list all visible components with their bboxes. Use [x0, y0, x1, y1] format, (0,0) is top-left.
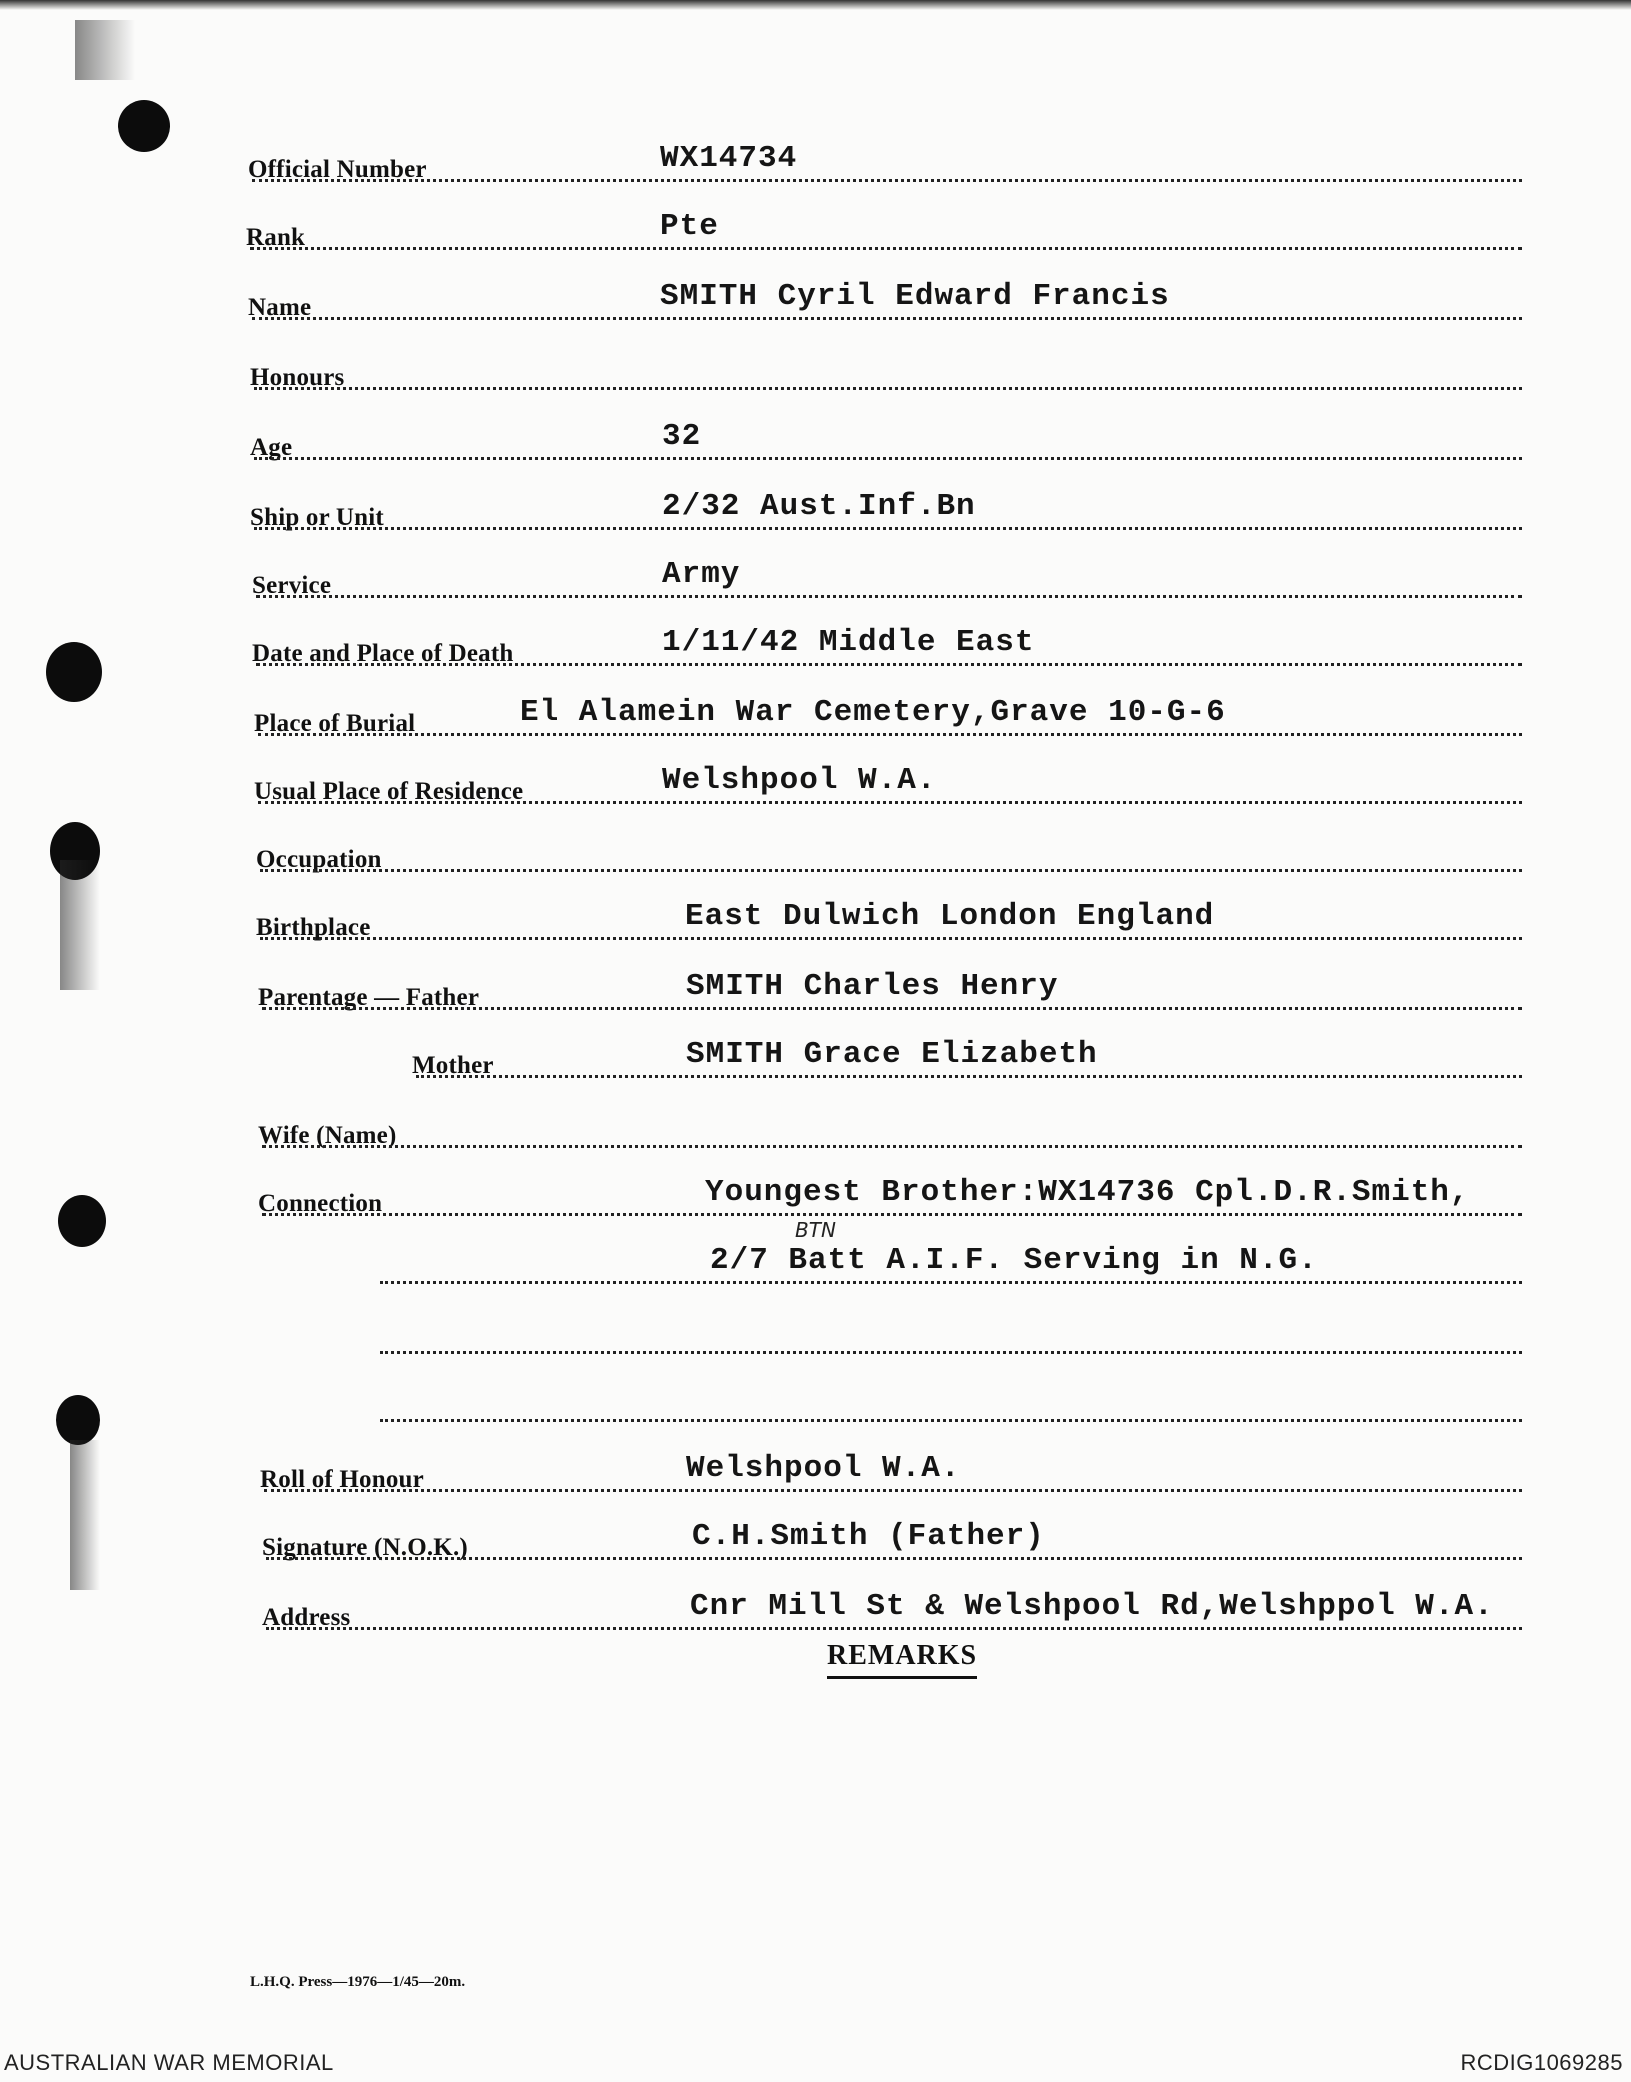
scan-smudge-3	[75, 20, 135, 80]
form-row	[0, 1380, 1631, 1430]
dotted-fill-line	[262, 1145, 1522, 1148]
field-label: Rank	[246, 224, 306, 251]
form-row	[0, 624, 1631, 674]
field-value: SMITH Cyril Edward Francis	[660, 279, 1170, 314]
form-row	[0, 1588, 1631, 1638]
field-label: Address	[262, 1604, 351, 1631]
field-value: El Alamein War Cemetery,Grave 10-G-6	[520, 695, 1226, 730]
dotted-fill-line	[254, 457, 1522, 460]
field-value: 2/32 Aust.Inf.Bn	[662, 489, 976, 524]
form-row	[0, 278, 1631, 328]
dotted-fill-line	[250, 247, 1522, 250]
form-row	[0, 1106, 1631, 1156]
field-value: Welshpool W.A.	[686, 1451, 961, 1486]
dotted-fill-line	[260, 869, 1522, 872]
form-row	[0, 418, 1631, 468]
dotted-fill-line	[262, 1213, 1522, 1216]
field-label: Roll of Honour	[260, 1466, 424, 1493]
field-label: Ship or Unit	[250, 504, 384, 531]
form-row	[0, 694, 1631, 744]
footer-reference: RCDIG1069285	[1460, 2050, 1623, 2075]
field-label: Place of Burial	[254, 710, 416, 737]
dotted-fill-line	[258, 733, 1522, 736]
dotted-fill-line	[260, 937, 1522, 940]
field-value: 32	[662, 419, 702, 454]
form-row	[0, 1036, 1631, 1086]
field-value: Welshpool W.A.	[662, 763, 937, 798]
dotted-fill-line	[252, 317, 1522, 320]
field-label: Occupation	[256, 846, 382, 873]
field-value: 2/7 Batt A.I.F. Serving in N.G.	[710, 1243, 1318, 1278]
field-value: 1/11/42 Middle East	[662, 625, 1035, 660]
field-value: WX14734	[660, 141, 798, 176]
form-row	[0, 1174, 1631, 1224]
dotted-fill-line	[252, 179, 1522, 182]
dotted-fill-line	[254, 387, 1522, 390]
form-row	[0, 830, 1631, 880]
dotted-fill-line	[262, 1007, 1522, 1010]
dotted-fill-line	[258, 801, 1522, 804]
form-row	[0, 968, 1631, 1018]
field-label: Wife (Name)	[258, 1122, 397, 1149]
field-value: Cnr Mill St & Welshpool Rd,Welshppol W.A.	[690, 1589, 1494, 1624]
field-label: Connection	[258, 1190, 383, 1217]
field-label: Official Number	[248, 156, 427, 183]
dotted-fill-line	[266, 1627, 1522, 1630]
field-label: Date and Place of Death	[252, 640, 514, 667]
form-row	[0, 1312, 1631, 1362]
printer-imprint: L.H.Q. Press—1976—1/45—20m.	[250, 1974, 466, 1990]
field-label: Honours	[250, 364, 345, 391]
field-label: Service	[252, 572, 332, 599]
field-label: Signature (N.O.K.)	[262, 1534, 468, 1561]
field-label: Birthplace	[256, 914, 371, 941]
field-value: SMITH Charles Henry	[686, 969, 1059, 1004]
dotted-fill-line	[256, 663, 1522, 666]
dotted-fill-line	[380, 1419, 1522, 1422]
field-value: C.H.Smith (Father)	[692, 1519, 1045, 1554]
dotted-fill-line	[256, 595, 1522, 598]
field-value: Youngest Brother:WX14736 Cpl.D.R.Smith,	[705, 1175, 1470, 1210]
form-row	[0, 1518, 1631, 1568]
form-row	[0, 348, 1631, 398]
dotted-fill-line	[264, 1489, 1522, 1492]
form-row	[0, 488, 1631, 538]
dotted-fill-line	[254, 527, 1522, 530]
form-row	[0, 1450, 1631, 1500]
field-label: Age	[250, 434, 293, 461]
dotted-fill-line	[416, 1075, 1522, 1078]
handwritten-btn-insert: BTN	[795, 1218, 836, 1242]
field-value: East Dulwich London England	[685, 899, 1215, 934]
field-label: Parentage — Father	[258, 984, 480, 1011]
field-value: Pte	[660, 209, 719, 244]
field-value: SMITH Grace Elizabeth	[686, 1037, 1098, 1072]
form-row	[0, 208, 1631, 258]
scan-top-edge	[0, 0, 1631, 10]
form-row	[0, 762, 1631, 812]
form-row	[0, 898, 1631, 948]
field-label: Usual Place of Residence	[254, 778, 524, 805]
dotted-fill-line	[380, 1351, 1522, 1354]
footer-institution: AUSTRALIAN WAR MEMORIAL	[4, 2050, 334, 2075]
field-value: Army	[662, 557, 741, 592]
form-row	[0, 556, 1631, 606]
field-label: Mother	[412, 1052, 494, 1079]
dotted-fill-line	[380, 1281, 1522, 1284]
form-row	[0, 1242, 1631, 1292]
remarks-heading: REMARKS	[827, 1640, 977, 1679]
field-label: Name	[248, 294, 312, 321]
dotted-fill-line	[266, 1557, 1522, 1560]
form-row	[0, 140, 1631, 190]
